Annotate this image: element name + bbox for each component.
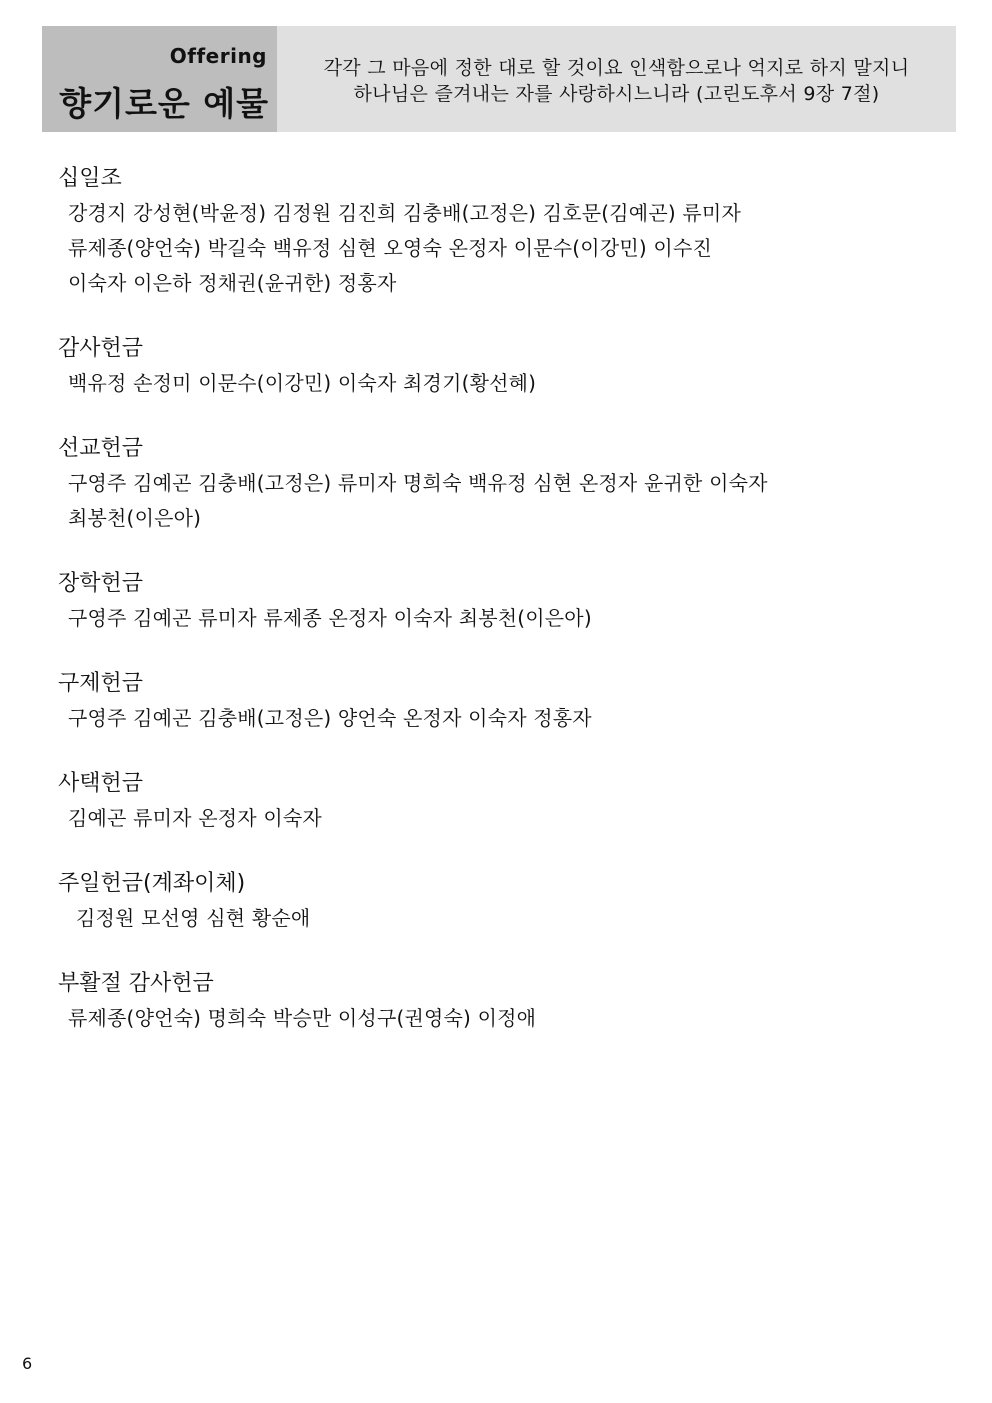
donor-line: 백유정 손정미 이문수(이강민) 이숙자 최경기(황선혜) (68, 371, 537, 395)
section-easter-thanksgiving (58, 967, 938, 1036)
section-mission (58, 432, 938, 536)
offering-list (58, 162, 938, 1067)
section-title: 선교헌금 (58, 436, 144, 461)
donor-line: 강경지 강성현(박윤정) 김정원 김진희 김충배(고정은) 김호문(김예곤) 류미자 (68, 201, 741, 225)
offering-header (42, 26, 956, 132)
verse-line-1: 각각 그 마음에 정한 대로 할 것이요 인색함으로나 억지로 하지 말지니 (323, 57, 910, 79)
section-relief (58, 667, 938, 736)
section-title: 주일헌금(계좌이체) (58, 871, 246, 896)
section-tithe (58, 162, 938, 301)
donor-line: 구영주 김예곤 김충배(고정은) 류미자 명희숙 백유정 심현 온정자 윤귀한 이숙자 (68, 471, 768, 495)
section-title: 십일조 (58, 166, 122, 191)
section-thanksgiving (58, 332, 938, 401)
korean-title: 향기로운 예물 (59, 84, 269, 123)
section-scholarship (58, 567, 938, 636)
header-title-block (42, 26, 277, 132)
section-title: 장학헌금 (58, 571, 144, 596)
donor-line: 구영주 김예곤 류미자 류제종 온정자 이숙자 최봉천(이은아) (68, 606, 592, 630)
bible-verse (277, 55, 956, 107)
verse-line-2: 하나님은 즐겨내는 자를 사랑하시느니라 (고린도후서 9장 7절) (353, 83, 880, 105)
donor-line: 구영주 김예곤 김충배(고정은) 양언숙 온정자 이숙자 정홍자 (68, 706, 592, 730)
page-number: 6 (22, 1354, 33, 1373)
donor-line: 이숙자 이은하 정채권(윤귀한) 정홍자 (68, 271, 397, 295)
section-parsonage (58, 767, 938, 836)
donor-line: 최봉천(이은아) (68, 506, 202, 530)
section-title: 감사헌금 (58, 336, 144, 361)
section-title: 부활절 감사헌금 (58, 971, 214, 996)
section-sunday-transfer (58, 867, 938, 936)
donor-line: 김예곤 류미자 온정자 이숙자 (68, 806, 322, 830)
donor-line: 김정원 모선영 심현 황순애 (76, 906, 311, 930)
section-title: 사택헌금 (58, 771, 144, 796)
donor-line: 류제종(양언숙) 박길숙 백유정 심현 오영숙 온정자 이문수(이강민) 이수진 (68, 236, 712, 260)
donor-line: 류제종(양언숙) 명희숙 박승만 이성구(권영숙) 이정애 (68, 1006, 537, 1030)
section-title: 구제헌금 (58, 671, 144, 696)
english-title: Offering (169, 44, 267, 68)
